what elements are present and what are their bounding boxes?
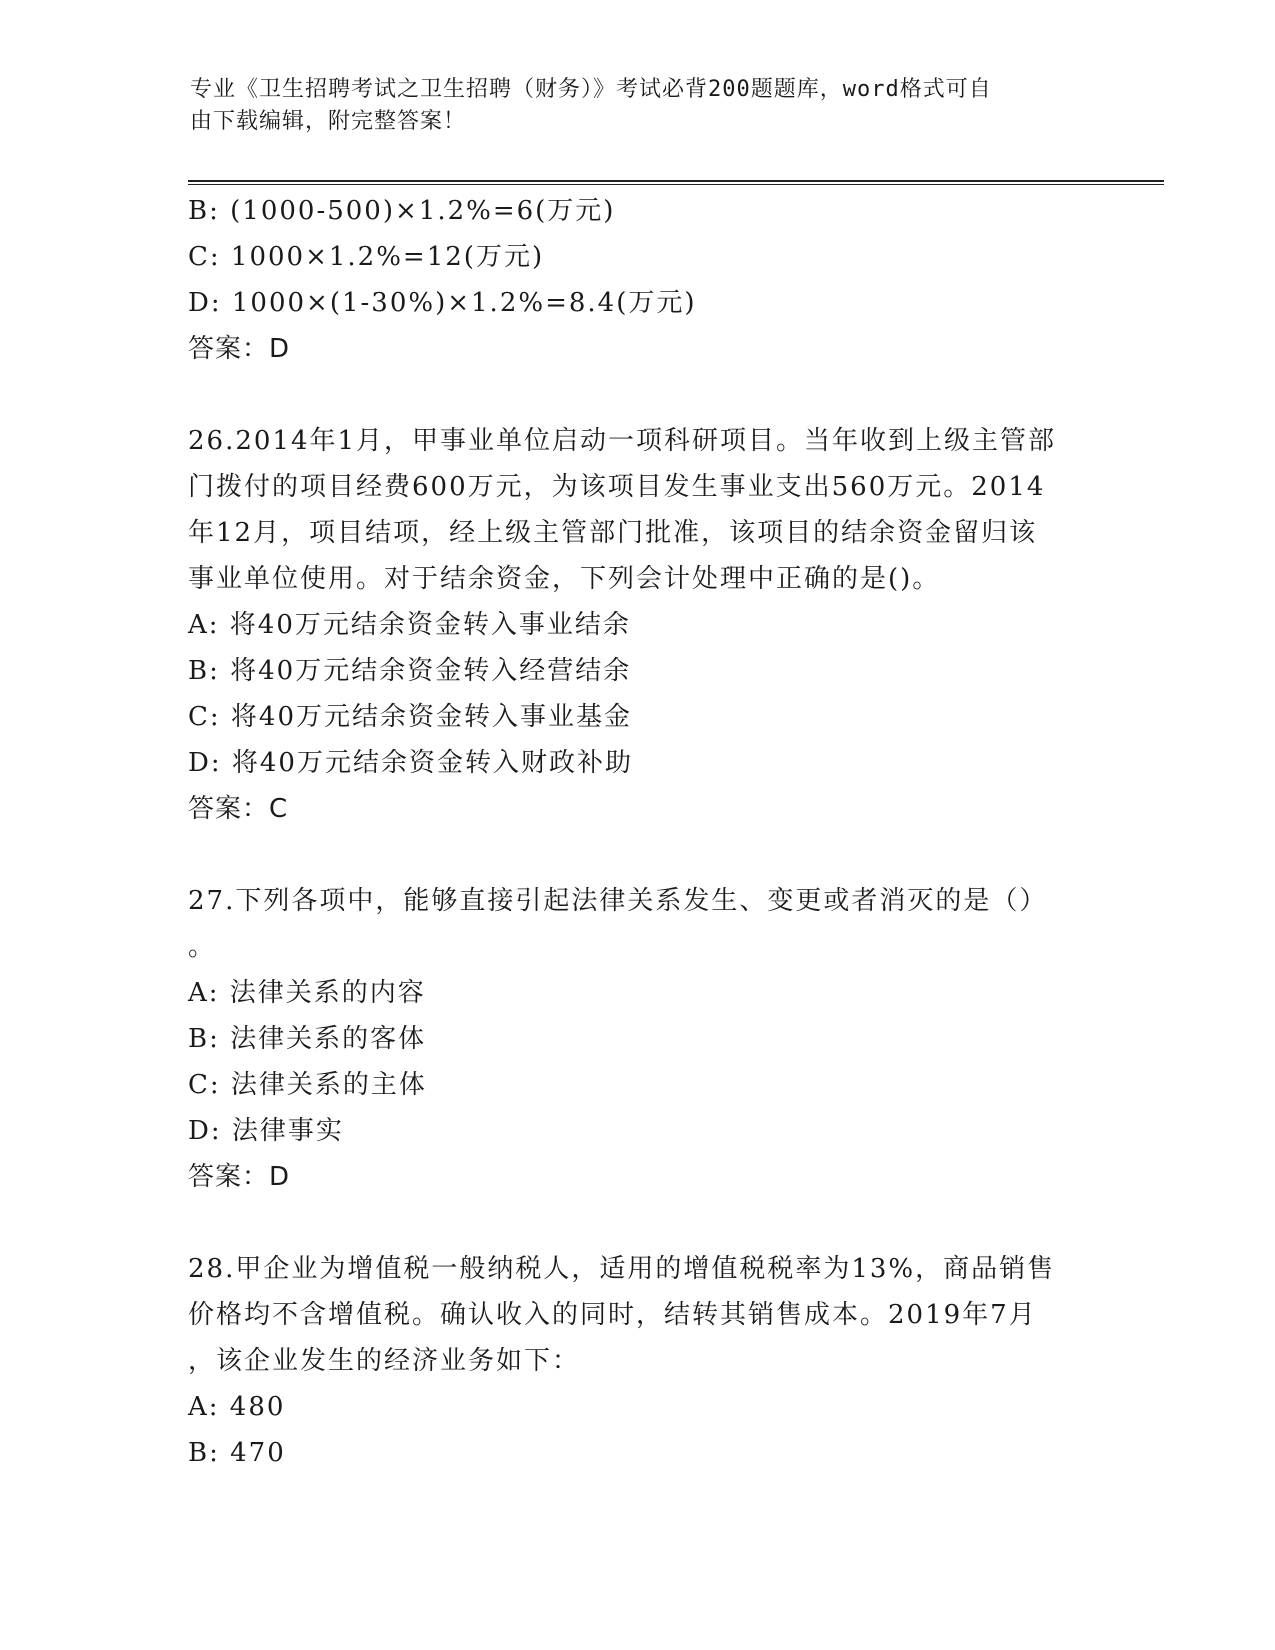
q28-option-a: A: 480: [188, 1392, 286, 1422]
q25-option-c: C: 1000×1.2%=12(万元): [188, 242, 545, 272]
question-27: [188, 878, 1088, 1200]
q25-option-b: B: (1000-500)×1.2%=6(万元): [188, 196, 616, 226]
q27-stem-line-1: 27.下列各项中，能够直接引起法律关系发生、变更或者消灭的是（）: [188, 886, 1048, 916]
header-line-2: 由下载编辑，附完整答案！: [190, 109, 467, 134]
q28-stem-line-3: ，该企业发生的经济业务如下：: [188, 1346, 581, 1376]
q26-stem-line-3: 年12月，项目结项，经上级主管部门批准，该项目的结余资金留归该: [188, 518, 1038, 548]
page-header: [190, 74, 1090, 138]
q27-option-a: A: 法律关系的内容: [188, 978, 426, 1008]
question-25-tail: [188, 188, 1088, 372]
q26-option-b: B: 将40万元结余资金转入经营结余: [188, 656, 632, 686]
q26-stem-line-4: 事业单位使用。对于结余资金，下列会计处理中正确的是()。: [188, 564, 941, 594]
q26-option-d: D: 将40万元结余资金转入财政补助: [188, 748, 633, 778]
q27-option-c: C: 法律关系的主体: [188, 1070, 427, 1100]
q25-answer: 答案：D: [188, 334, 291, 364]
question-26: [188, 418, 1088, 832]
q28-option-b: B: 470: [188, 1438, 286, 1468]
spacer: [188, 372, 1088, 418]
q27-option-b: B: 法律关系的客体: [188, 1024, 427, 1054]
q28-stem-line-2: 价格均不含增值税。确认收入的同时，结转其销售成本。2019年7月: [188, 1300, 1037, 1330]
header-divider: [188, 180, 1164, 185]
question-content: [188, 188, 1088, 1476]
q27-stem-line-2: 。: [188, 932, 217, 962]
q27-answer: 答案：D: [188, 1162, 291, 1192]
spacer: [188, 1200, 1088, 1246]
question-28: [188, 1246, 1088, 1476]
q26-option-c: C: 将40万元结余资金转入事业基金: [188, 702, 633, 732]
q26-stem-line-2: 门拨付的项目经费600万元，为该项目发生事业支出560万元。2014: [188, 472, 1046, 502]
q26-option-a: A: 将40万元结余资金转入事业结余: [188, 610, 631, 640]
q26-answer: 答案：C: [188, 794, 289, 824]
q27-option-d: D: 法律事实: [188, 1116, 344, 1146]
header-line-1: 专业《卫生招聘考试之卫生招聘（财务）》考试必背200题题库，word格式可自: [190, 77, 992, 102]
q26-stem-line-1: 26.2014年1月，甲事业单位启动一项科研项目。当年收到上级主管部: [188, 426, 1057, 456]
q25-option-d: D: 1000×(1-30%)×1.2%=8.4(万元): [188, 288, 697, 318]
spacer: [188, 832, 1088, 878]
q28-stem-line-1: 28.甲企业为增值税一般纳税人，适用的增值税税率为13%，商品销售: [188, 1254, 1056, 1284]
